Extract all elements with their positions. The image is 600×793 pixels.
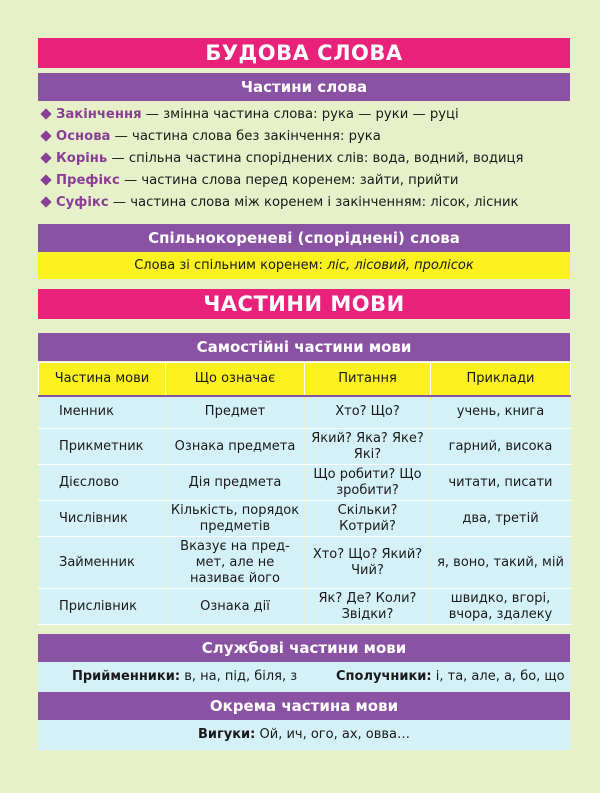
independent-header: Самостійні частини мови [38,333,570,361]
column-header: Що означає [166,363,305,396]
list-item: Закінчення — змінна частина слова: рука — руки — руці [40,104,570,126]
diamond-bullet-icon [40,174,51,185]
parts-of-speech-table [38,362,571,625]
column-header: Питання [305,363,431,396]
diamond-bullet-icon [40,152,51,163]
separate-content: Вигуки: Ой, ич, ого, ах, овва… [38,720,570,750]
table-row: Займенник Вказує на предмет, але не називає його Хто? Що? Який? Чий? я, воно, такий, мій [39,537,571,589]
list-item: Суфікс — частина слова між коренем і закінченням: лісок, лісник [40,192,570,214]
title-word-structure: БУДОВА СЛОВА [38,38,570,68]
prepositions: Прийменники: в, на, під, біля, з [72,669,298,684]
table-row: Прислівник Ознака дії Як? Де? Коли? Звідки? швидко, вгорі, вчора, здалеку [39,589,571,625]
table-row: Прикметник Ознака предмета Який? Яка? Яке? Які? гарний, висока [39,429,571,465]
table-row: Іменник Предмет Хто? Що? учень, книга [39,396,571,429]
title-parts-of-speech: ЧАСТИНИ МОВИ [38,289,570,319]
list-item: Основа — частина слова без закінчення: рука [40,126,570,148]
column-header: Частина мови [39,363,166,396]
service-content [38,662,570,692]
diamond-bullet-icon [40,108,51,119]
diamond-bullet-icon [40,196,51,207]
diamond-bullet-icon [40,130,51,141]
service-header: Службові частини мови [38,634,570,662]
separate-header: Окрема частина мови [38,692,570,720]
list-item: Корінь — спільна частина споріднених слів: вода, водний, водиця [40,148,570,170]
word-parts-list [40,104,570,214]
cognates-text: Слова зі спільним коренем: ліс, лісовий, пролісок [38,252,570,279]
cognates-header: Спільнокореневі (споріднені) слова [38,224,570,252]
table-row: Числівник Кількість, порядок предметів Скільки? Котрий? два, третій [39,501,571,537]
conjunctions: Сполучники: і, та, але, а, бо, що [336,669,565,684]
column-header: Приклади [431,363,571,396]
table-row: Дієслово Дія предмета Що робити? Що зробити? читати, писати [39,465,571,501]
word-parts-header: Частини слова [38,73,570,101]
list-item: Префікс — частина слова перед коренем: зайти, прийти [40,170,570,192]
